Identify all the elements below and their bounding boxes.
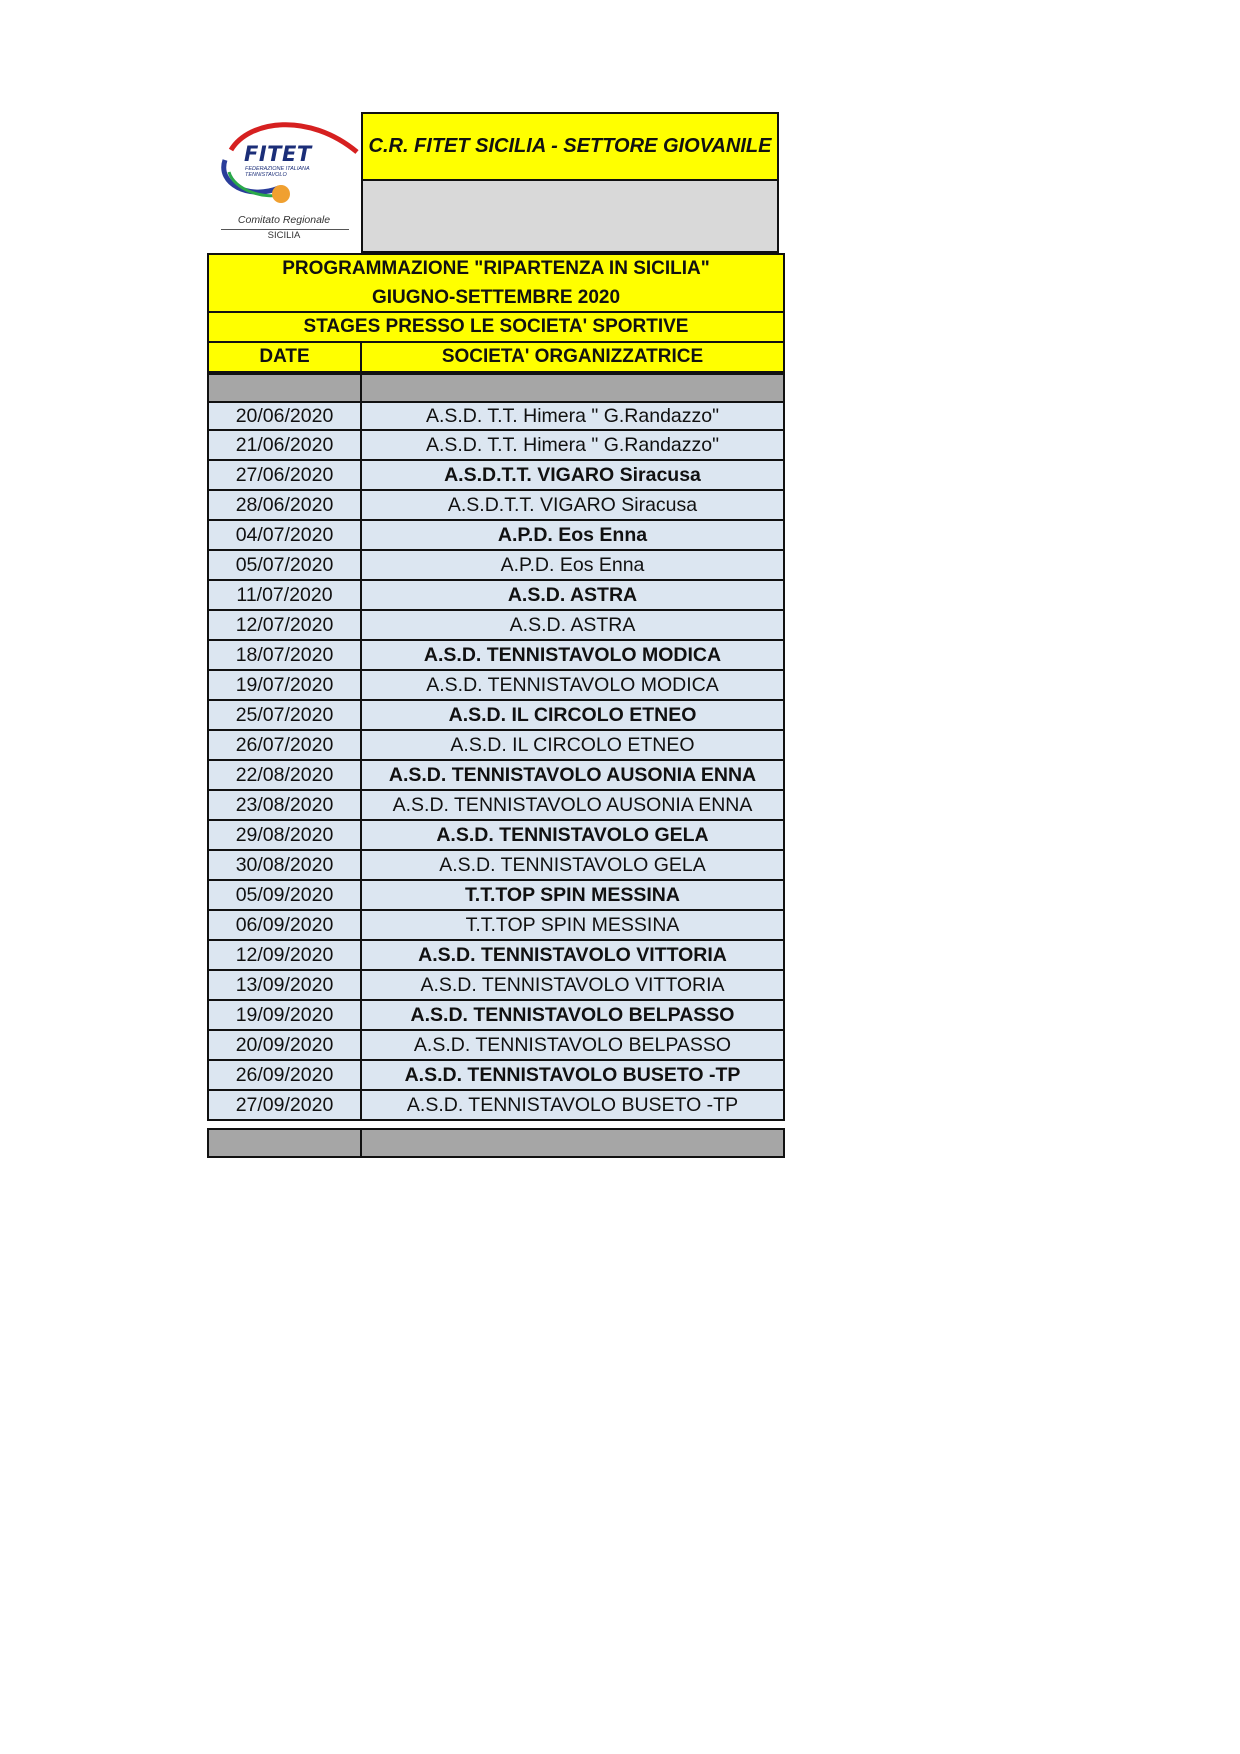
table-row bbox=[207, 701, 785, 731]
date-cell: 23/08/2020 bbox=[209, 791, 362, 819]
logo-subtitle: FEDERAZIONE ITALIANA TENNISTAVOLO bbox=[245, 166, 310, 178]
table-row bbox=[207, 641, 785, 671]
table-header bbox=[207, 343, 785, 373]
program-banner bbox=[207, 253, 785, 313]
society-cell: A.S.D. TENNISTAVOLO BELPASSO bbox=[413, 1033, 732, 1056]
date-cell: 27/09/2020 bbox=[209, 1091, 362, 1119]
date-cell: 18/07/2020 bbox=[209, 641, 362, 669]
society-cell: A.S.D. TENNISTAVOLO BUSETO -TP bbox=[404, 1063, 741, 1086]
date-cell: 05/07/2020 bbox=[209, 551, 362, 579]
society-cell: A.S.D. TENNISTAVOLO MODICA bbox=[423, 643, 722, 666]
date-cell: 12/07/2020 bbox=[209, 611, 362, 639]
table-row bbox=[207, 971, 785, 1001]
table-row bbox=[207, 671, 785, 701]
society-cell: A.S.D. TENNISTAVOLO VITTORIA bbox=[420, 973, 725, 996]
table-row bbox=[207, 821, 785, 851]
stages-banner: STAGES PRESSO LE SOCIETA' SPORTIVE bbox=[207, 313, 785, 343]
society-cell: A.S.D. TENNISTAVOLO AUSONIA ENNA bbox=[392, 793, 753, 816]
date-cell: 12/09/2020 bbox=[209, 941, 362, 969]
table-row bbox=[207, 1091, 785, 1121]
table-row bbox=[207, 401, 785, 431]
date-cell: 27/06/2020 bbox=[209, 461, 362, 489]
table-row bbox=[207, 761, 785, 791]
society-cell: A.P.D. Eos Enna bbox=[500, 553, 645, 576]
date-cell: 05/09/2020 bbox=[209, 881, 362, 909]
table-row bbox=[207, 791, 785, 821]
date-cell: 25/07/2020 bbox=[209, 701, 362, 729]
column-header-society: SOCIETA' ORGANIZZATRICE bbox=[441, 346, 704, 367]
logo-region: SICILIA bbox=[267, 230, 301, 241]
society-cell: A.S.D. TENNISTAVOLO MODICA bbox=[426, 673, 719, 696]
table-row bbox=[207, 1001, 785, 1031]
date-cell: 06/09/2020 bbox=[209, 911, 362, 939]
table-row bbox=[207, 851, 785, 881]
society-cell: A.S.D. TENNISTAVOLO BUSETO -TP bbox=[406, 1093, 739, 1116]
table-separator-top bbox=[207, 373, 785, 403]
title-gray-panel bbox=[361, 181, 779, 253]
society-cell: A.S.D. IL CIRCOLO ETNEO bbox=[448, 703, 697, 726]
society-cell: A.P.D. Eos Enna bbox=[497, 523, 648, 546]
fitet-logo bbox=[209, 112, 361, 246]
program-period: GIUGNO-SETTEMBRE 2020 bbox=[371, 287, 621, 308]
table-row bbox=[207, 491, 785, 521]
date-cell: 21/06/2020 bbox=[209, 431, 362, 459]
table-row bbox=[207, 521, 785, 551]
date-cell: 04/07/2020 bbox=[209, 521, 362, 549]
date-cell: 11/07/2020 bbox=[209, 581, 362, 609]
program-title: PROGRAMMAZIONE "RIPARTENZA IN SICILIA" bbox=[282, 258, 710, 279]
document-title: C.R. FITET SICILIA - SETTORE GIOVANILE bbox=[361, 112, 779, 181]
society-cell: A.S.D. T.T. Himera " G.Randazzo" bbox=[425, 433, 720, 456]
date-cell: 29/08/2020 bbox=[209, 821, 362, 849]
column-header-date: DATE bbox=[209, 343, 362, 371]
date-cell: 19/09/2020 bbox=[209, 1001, 362, 1029]
table-row bbox=[207, 611, 785, 641]
table-row bbox=[207, 731, 785, 761]
date-cell: 26/07/2020 bbox=[209, 731, 362, 759]
table-separator-bottom bbox=[207, 1128, 785, 1158]
date-cell: 22/08/2020 bbox=[209, 761, 362, 789]
society-cell: A.S.D. TENNISTAVOLO GELA bbox=[439, 853, 706, 876]
society-cell: A.S.D. ASTRA bbox=[509, 613, 636, 636]
society-cell: A.S.D. IL CIRCOLO ETNEO bbox=[450, 733, 695, 756]
schedule-table-body bbox=[207, 401, 785, 1121]
date-cell: 30/08/2020 bbox=[209, 851, 362, 879]
date-cell: 19/07/2020 bbox=[209, 671, 362, 699]
table-row bbox=[207, 1061, 785, 1091]
society-cell: T.T.TOP SPIN MESSINA bbox=[465, 913, 680, 936]
date-cell: 26/09/2020 bbox=[209, 1061, 362, 1089]
society-cell: A.S.D. ASTRA bbox=[507, 583, 638, 606]
society-cell: A.S.D. TENNISTAVOLO VITTORIA bbox=[418, 943, 727, 966]
table-row bbox=[207, 911, 785, 941]
society-cell: T.T.TOP SPIN MESSINA bbox=[465, 883, 680, 906]
society-cell: A.S.D. TENNISTAVOLO AUSONIA ENNA bbox=[388, 763, 757, 786]
table-row bbox=[207, 1031, 785, 1061]
society-cell: A.S.D. TENNISTAVOLO BELPASSO bbox=[410, 1003, 735, 1026]
table-row bbox=[207, 581, 785, 611]
date-cell: 28/06/2020 bbox=[209, 491, 362, 519]
table-row bbox=[207, 941, 785, 971]
logo-brand: FITET bbox=[244, 142, 312, 166]
date-cell: 20/06/2020 bbox=[209, 403, 362, 429]
date-cell: 13/09/2020 bbox=[209, 971, 362, 999]
society-cell: A.S.D. TENNISTAVOLO GELA bbox=[436, 823, 709, 846]
table-row bbox=[207, 881, 785, 911]
society-cell: A.S.D.T.T. VIGARO Siracusa bbox=[444, 463, 701, 486]
logo-committee: Comitato Regionale bbox=[237, 214, 331, 226]
date-cell: 20/09/2020 bbox=[209, 1031, 362, 1059]
table-row bbox=[207, 551, 785, 581]
table-row bbox=[207, 431, 785, 461]
society-cell: A.S.D. T.T. Himera " G.Randazzo" bbox=[425, 404, 720, 427]
society-cell: A.S.D.T.T. VIGARO Siracusa bbox=[447, 493, 698, 516]
table-row bbox=[207, 461, 785, 491]
